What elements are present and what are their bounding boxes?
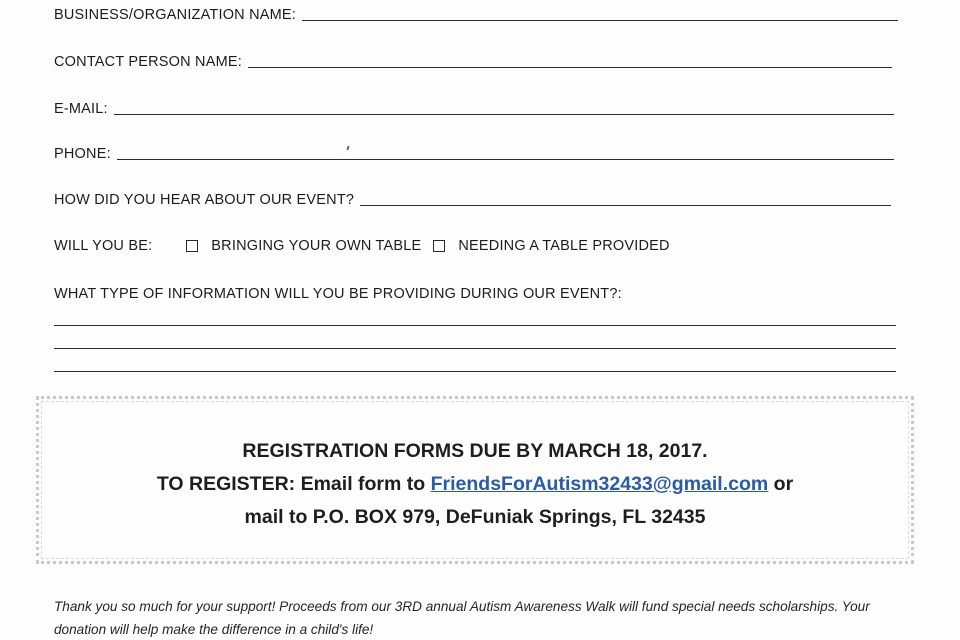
own-table-label: BRINGING YOUR OWN TABLE — [211, 238, 422, 254]
hear-about-label: HOW DID YOU HEAR ABOUT OUR EVENT? — [54, 192, 355, 208]
info-type-label: WHAT TYPE OF INFORMATION WILL YOU BE PROVIDING DURING OUR EVENT?: — [54, 286, 622, 302]
contact-person-line[interactable] — [248, 53, 892, 68]
hear-about-line[interactable] — [360, 191, 891, 206]
info-answer-line-1[interactable] — [54, 325, 896, 326]
hear-about-field[interactable] — [54, 191, 891, 209]
info-answer-line-2[interactable] — [54, 348, 896, 349]
own-table-checkbox[interactable] — [186, 240, 198, 252]
table-provided-checkbox[interactable] — [433, 240, 445, 252]
email-label: E-MAIL: — [54, 101, 108, 117]
business-name-field[interactable] — [54, 6, 898, 24]
email-link[interactable]: FriendsForAutism32433@gmail.com — [430, 473, 769, 495]
register-suffix: or — [768, 473, 794, 495]
option-table-provided[interactable] — [433, 238, 669, 254]
email-field[interactable] — [54, 100, 894, 118]
info-type-field — [54, 285, 874, 303]
option-own-table[interactable] — [186, 238, 433, 254]
will-you-be-label: WILL YOU BE: — [54, 238, 153, 254]
phone-line[interactable] — [117, 145, 894, 160]
register-email-text — [0, 473, 950, 496]
mailing-address-text: mail to P.O. BOX 979, DeFuniak Springs, FL 32435 — [244, 506, 706, 528]
business-name-line[interactable] — [302, 6, 898, 21]
deadline-text: REGISTRATION FORMS DUE BY MARCH 18, 2017. — [242, 440, 708, 462]
phone-field[interactable] — [54, 145, 894, 163]
table-options-row — [54, 238, 670, 254]
contact-person-field[interactable] — [54, 53, 892, 71]
contact-person-label: CONTACT PERSON NAME: — [54, 54, 242, 70]
register-prefix: TO REGISTER: Email form to — [156, 473, 431, 495]
business-name-label: BUSINESS/ORGANIZATION NAME: — [54, 7, 296, 23]
thank-you-text: Thank you so much for your support! Proceeds from our 3RD annual Autism Awareness Walk will fund special needs scholarships. Your donation will help make the difference in a child's life! — [54, 599, 870, 637]
table-provided-label: NEEDING A TABLE PROVIDED — [458, 238, 670, 254]
info-answer-line-3[interactable] — [54, 371, 896, 372]
email-line[interactable] — [114, 100, 894, 115]
phone-label: PHONE: — [54, 146, 111, 162]
